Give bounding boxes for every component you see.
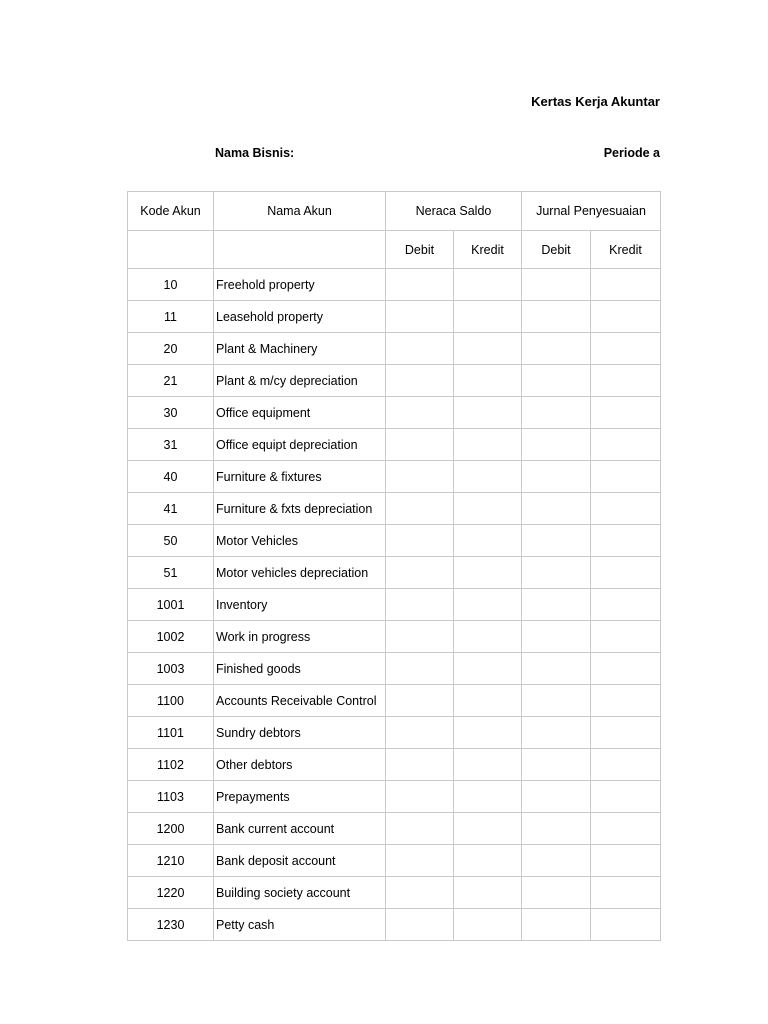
cell-adj-debit xyxy=(522,461,591,493)
cell-tb-credit xyxy=(454,525,522,557)
account-name: Bank current account xyxy=(214,813,386,845)
account-name: Plant & Machinery xyxy=(214,333,386,365)
table-row xyxy=(128,429,661,461)
account-code: 41 xyxy=(128,493,214,525)
cell-tb-debit xyxy=(386,461,454,493)
account-name: Office equipment xyxy=(214,397,386,429)
cell-tb-debit xyxy=(386,813,454,845)
cell-tb-debit xyxy=(386,301,454,333)
cell-tb-credit xyxy=(454,365,522,397)
account-name: Motor vehicles depreciation xyxy=(214,557,386,589)
account-code: 10 xyxy=(128,269,214,301)
cell-tb-debit xyxy=(386,877,454,909)
account-name: Building society account xyxy=(214,877,386,909)
cell-adj-debit xyxy=(522,269,591,301)
period-label: Periode a xyxy=(603,146,660,160)
col-header-code: Kode Akun xyxy=(128,192,214,231)
col-header-trial-balance: Neraca Saldo xyxy=(386,192,522,231)
account-code: 31 xyxy=(128,429,214,461)
header-row xyxy=(128,192,661,231)
cell-tb-credit xyxy=(454,813,522,845)
account-code: 1103 xyxy=(128,781,214,813)
cell-tb-credit xyxy=(454,749,522,781)
cell-tb-debit xyxy=(386,557,454,589)
cell-adj-credit xyxy=(591,685,661,717)
account-code: 1100 xyxy=(128,685,214,717)
account-code: 1230 xyxy=(128,909,214,941)
cell-tb-debit xyxy=(386,845,454,877)
cell-adj-debit xyxy=(522,845,591,877)
cell-tb-debit xyxy=(386,269,454,301)
cell-adj-debit xyxy=(522,301,591,333)
cell-adj-debit xyxy=(522,397,591,429)
account-name: Work in progress xyxy=(214,621,386,653)
table-row xyxy=(128,877,661,909)
cell-adj-debit xyxy=(522,749,591,781)
account-name: Leasehold property xyxy=(214,301,386,333)
account-code: 20 xyxy=(128,333,214,365)
cell-tb-debit xyxy=(386,397,454,429)
table-row xyxy=(128,653,661,685)
account-name: Prepayments xyxy=(214,781,386,813)
cell-tb-credit xyxy=(454,589,522,621)
account-code: 40 xyxy=(128,461,214,493)
cell-adj-credit xyxy=(591,525,661,557)
cell-adj-credit xyxy=(591,877,661,909)
account-code: 1001 xyxy=(128,589,214,621)
table-row xyxy=(128,525,661,557)
table-row xyxy=(128,781,661,813)
cell-adj-credit xyxy=(591,717,661,749)
document-title: Kertas Kerja Akuntar xyxy=(531,94,660,109)
cell-tb-credit xyxy=(454,621,522,653)
cell-adj-debit xyxy=(522,813,591,845)
cell-adj-debit xyxy=(522,621,591,653)
cell-tb-debit xyxy=(386,621,454,653)
account-code: 1200 xyxy=(128,813,214,845)
cell-adj-debit xyxy=(522,781,591,813)
account-code: 11 xyxy=(128,301,214,333)
account-code: 1102 xyxy=(128,749,214,781)
cell-tb-credit xyxy=(454,429,522,461)
cell-adj-debit xyxy=(522,685,591,717)
cell-adj-credit xyxy=(591,301,661,333)
business-name-label: Nama Bisnis: xyxy=(215,146,295,160)
cell-tb-credit xyxy=(454,781,522,813)
account-code: 1101 xyxy=(128,717,214,749)
cell-tb-credit xyxy=(454,397,522,429)
account-name: Furniture & fxts depreciation xyxy=(214,493,386,525)
cell-adj-debit xyxy=(522,877,591,909)
cell-adj-credit xyxy=(591,845,661,877)
cell-tb-debit xyxy=(386,781,454,813)
cell-adj-credit xyxy=(591,461,661,493)
cell-adj-debit xyxy=(522,653,591,685)
cell-adj-credit xyxy=(591,749,661,781)
cell-tb-debit xyxy=(386,525,454,557)
account-name: Other debtors xyxy=(214,749,386,781)
table-row xyxy=(128,301,661,333)
table-row xyxy=(128,909,661,941)
table-row xyxy=(128,813,661,845)
cell-adj-debit xyxy=(522,717,591,749)
table-row xyxy=(128,717,661,749)
table-row xyxy=(128,589,661,621)
account-name: Motor Vehicles xyxy=(214,525,386,557)
account-code: 1002 xyxy=(128,621,214,653)
account-code: 30 xyxy=(128,397,214,429)
table-row xyxy=(128,365,661,397)
subheader-empty-name xyxy=(214,231,386,269)
cell-tb-credit xyxy=(454,845,522,877)
cell-tb-credit xyxy=(454,685,522,717)
table-row xyxy=(128,269,661,301)
account-code: 51 xyxy=(128,557,214,589)
account-name: Inventory xyxy=(214,589,386,621)
table-row xyxy=(128,333,661,365)
account-name: Bank deposit account xyxy=(214,845,386,877)
account-code: 50 xyxy=(128,525,214,557)
account-name: Petty cash xyxy=(214,909,386,941)
cell-tb-debit xyxy=(386,653,454,685)
subheader-tb-credit: Kredit xyxy=(454,231,522,269)
account-name: Accounts Receivable Control xyxy=(214,685,386,717)
col-header-name: Nama Akun xyxy=(214,192,386,231)
cell-adj-credit xyxy=(591,781,661,813)
cell-adj-credit xyxy=(591,621,661,653)
cell-tb-credit xyxy=(454,461,522,493)
cell-adj-credit xyxy=(591,653,661,685)
account-name: Plant & m/cy depreciation xyxy=(214,365,386,397)
table-row xyxy=(128,845,661,877)
cell-adj-debit xyxy=(522,493,591,525)
cell-tb-credit xyxy=(454,877,522,909)
subheader-adj-credit: Kredit xyxy=(591,231,661,269)
cell-adj-debit xyxy=(522,365,591,397)
cell-adj-debit xyxy=(522,429,591,461)
subheader-tb-debit: Debit xyxy=(386,231,454,269)
cell-tb-debit xyxy=(386,493,454,525)
table-row xyxy=(128,749,661,781)
cell-adj-debit xyxy=(522,557,591,589)
cell-adj-credit xyxy=(591,493,661,525)
cell-adj-credit xyxy=(591,813,661,845)
cell-tb-debit xyxy=(386,333,454,365)
cell-tb-debit xyxy=(386,749,454,781)
cell-adj-debit xyxy=(522,909,591,941)
account-name: Finished goods xyxy=(214,653,386,685)
account-code: 1220 xyxy=(128,877,214,909)
account-name: Sundry debtors xyxy=(214,717,386,749)
cell-adj-credit xyxy=(591,429,661,461)
cell-adj-debit xyxy=(522,333,591,365)
col-header-adjustments: Jurnal Penyesuaian xyxy=(522,192,661,231)
cell-adj-credit xyxy=(591,557,661,589)
cell-adj-debit xyxy=(522,525,591,557)
subheader-adj-debit: Debit xyxy=(522,231,591,269)
cell-tb-credit xyxy=(454,301,522,333)
cell-tb-debit xyxy=(386,909,454,941)
cell-adj-credit xyxy=(591,909,661,941)
account-name: Office equipt depreciation xyxy=(214,429,386,461)
cell-tb-debit xyxy=(386,589,454,621)
table-row xyxy=(128,621,661,653)
cell-tb-debit xyxy=(386,365,454,397)
account-name: Freehold property xyxy=(214,269,386,301)
table-row xyxy=(128,685,661,717)
subheader-row xyxy=(128,231,661,269)
table-row xyxy=(128,397,661,429)
cell-adj-debit xyxy=(522,589,591,621)
cell-adj-credit xyxy=(591,589,661,621)
cell-tb-credit xyxy=(454,653,522,685)
cell-tb-credit xyxy=(454,557,522,589)
account-name: Furniture & fixtures xyxy=(214,461,386,493)
cell-adj-credit xyxy=(591,269,661,301)
cell-adj-credit xyxy=(591,333,661,365)
table-row xyxy=(128,493,661,525)
worksheet-table xyxy=(127,191,661,941)
cell-tb-credit xyxy=(454,333,522,365)
cell-tb-credit xyxy=(454,717,522,749)
account-code: 1003 xyxy=(128,653,214,685)
cell-adj-credit xyxy=(591,397,661,429)
cell-tb-credit xyxy=(454,909,522,941)
account-code: 1210 xyxy=(128,845,214,877)
cell-adj-credit xyxy=(591,365,661,397)
cell-tb-debit xyxy=(386,717,454,749)
table-row xyxy=(128,461,661,493)
cell-tb-debit xyxy=(386,685,454,717)
cell-tb-credit xyxy=(454,269,522,301)
subheader-empty-code xyxy=(128,231,214,269)
account-code: 21 xyxy=(128,365,214,397)
table-row xyxy=(128,557,661,589)
cell-tb-credit xyxy=(454,493,522,525)
cell-tb-debit xyxy=(386,429,454,461)
